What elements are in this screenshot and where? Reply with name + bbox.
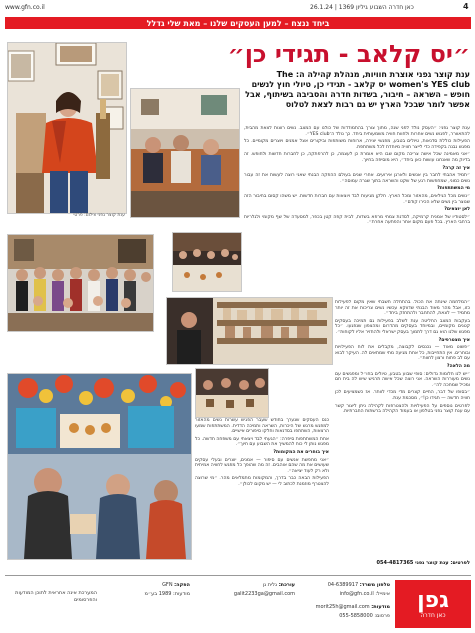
paragraph: הפעילות כוללת סדנאות, טיולים בטבע, מפגשי יצירה, ארוחות משותפות וביקורים אצל אמנים ויוצרים מקומיים. כל מפגש נבנה בקפידה כדי לייצר חוויה מיוחדת לכל משתתפת. xyxy=(244,139,470,150)
article-body-col-2 xyxy=(335,300,470,558)
footer-col-2 xyxy=(195,582,295,597)
subheading: איך מצטרפים? xyxy=(438,337,470,343)
footer-value: 04-6389917 xyxy=(327,582,359,588)
paragraph: ״המלחמה שינתה את הכול. בהתחלה חשבתי שאין מקום לפעילות כזו, אבל מהר מאוד הבנתי שדווקא עכשיו נשים צריכות את זה יותר מתמיד — לצאת, להתחבר ולהתחזק ביחד״. xyxy=(335,300,470,317)
paragraph: הפעילות הבאה כבר בדרך, והמקומות מתמלאים מהר. ״מי שרוצה להצטרף מוזמנת לכתוב לי — יש מקום לכולן״. xyxy=(195,476,329,487)
footer-logo xyxy=(395,580,471,628)
footer-label: טלפון משרד: xyxy=(359,582,390,588)
paragraph: אחת המשתתפות סיפרה: ״הגעתי לבד ויצאתי עם משפחה חדשה. כל מפגש נותן לי כוח להמשיך את השבוע עם חיוך״. xyxy=(195,436,329,448)
subheading: לאן יוצאים? xyxy=(444,207,470,213)
contact-phone: לפרטים: ענת קוצר גפני 054-4817365 xyxy=(376,560,470,566)
footer-value[interactable]: morit25h@gmail.com xyxy=(315,604,370,610)
paragraph: לפרטים נוספים על הפעילויות ולהצטרפות לקהילה ניתן ליצור קשר עם ענת קוצר גפני בטלפון או בעמוד הקהילה ברשתות החברתיות. xyxy=(335,403,470,415)
photo-group xyxy=(7,234,154,332)
article-body-col-3 xyxy=(195,418,329,558)
footer-col-1 xyxy=(300,582,390,597)
footer-value: GFN xyxy=(162,582,173,588)
paragraph: ״יש לנו חלומות גדולים: סופי שבוע בטבע, טיולים בחו״ל ומפגשים עם נשים מעוררות השראה. אני רוצה שכל אישה תרגיש שיש לה בית חם ומכיל שמחכה לה״. xyxy=(335,371,470,388)
website-url[interactable]: www.gfn.co.il xyxy=(5,4,45,11)
subheading: מה הלאה? xyxy=(446,363,470,369)
subheading: איך זה קרה? xyxy=(442,165,470,171)
footer-col-4 xyxy=(300,604,390,619)
article-title: ״יס קלאב - תגידי כן״ xyxy=(227,40,470,68)
paragraph: כנס העסקים שנערך בחודש שעבר הפגיש עשרות נשים מהאזור למפגש מרגש של היכרות, השראה ותמיכה הדדית. המשתתפות שמעו הרצאות, השתתפו בסדנאות וחלקו סיפורים אישיים. xyxy=(195,418,329,435)
page-number: 4 xyxy=(463,2,469,11)
footer-extra: פרסום: 055-5858000 xyxy=(339,613,390,619)
paragraph: ״אני מחפשת אנשים עם סיפור — אמנים, יוצרים ובעלי עסקים שעושים את מה שהם אוהבים. זה מה שהופך כל מפגש לחוויה אמיתית ולא רק לעוד יציאה״. xyxy=(195,457,329,474)
subheading: מי המשתתפות? xyxy=(437,186,470,192)
footer-label: הפקה: xyxy=(174,582,190,588)
subheading: איך בוחרים את המקומות? xyxy=(273,449,329,455)
photo-market xyxy=(7,373,192,560)
paragraph: ״נשים מכל הגילאים, מהאזור ומכל הארץ. חלקן מגיעות לבד ויוצאות עם חברות חדשות. יש משהו קסום בחיבור הזה שנוצר בין נשים שלא הכירו קודם״. xyxy=(244,193,470,205)
footer-value: גלית גן xyxy=(262,582,278,588)
paragraph: ״אני מאמינה שכל אישה צריכה מקום שבו היא אומרת כן לעצמה, כן להרפתקה, כן לחברות חדשות ולחופש. זה בדיוק מה שאנחנו עושות כאן ביחד״, היא מוסיפה בחיוך. xyxy=(244,152,470,163)
logo-text: גפן xyxy=(417,587,449,613)
footer-extra[interactable]: galit2233ga@gmail.com xyxy=(233,591,295,597)
section-banner: ביחד ננצח – למען העסקים שלנו – מאת שלי גדלל xyxy=(5,17,471,29)
paragraph: בעקבות המצב החליטה ענת לשלב בפעילות גם תמיכה בעסקים קטנים מקומיים, ובמיוחד בעסקים מהדרום ומהצפון שנפגעו. ״כל מפגש שלנו הוא גם דרך לתמוך בעסק ישראלי ולהחזיר אליו לקוחות״. xyxy=(335,318,470,335)
issue-info: כאן חדרה השבוע גיליון 1369 | 26.1.24 xyxy=(310,4,414,11)
photo-dinner xyxy=(172,232,242,292)
photo-portrait xyxy=(7,42,127,214)
article-body-col-1 xyxy=(244,126,470,292)
footer-divider xyxy=(5,575,471,576)
photo-craft-group xyxy=(195,368,269,418)
footer-col-3 xyxy=(100,582,190,597)
footer-label: מודעות: xyxy=(371,604,390,610)
paragraph: ענת קוצר גפני: ״העסק נולד לפני שנה, מתוך צורך בהתמודדות של כולנו עם המצב. נשים רוצות לצאת מהבית, להתאוורר, לפגוש נשים אחרות ולחוות חוויה משמעותית ביחד. כך נולד ה־YES club״. xyxy=(244,126,470,137)
photo-caption: ענת קוצר גפני צילום: פרטי xyxy=(73,213,125,218)
paragraph: ״בסופו של דבר, החיים קצרים מדי מכדי לוותר. אז כשמציעים לכן חוויה חדשה — תגידו כן!״, מסכמת ענת. xyxy=(335,390,470,401)
footer-label: עורכת: xyxy=(278,582,295,588)
logo-subtext: כאן חדרה xyxy=(420,611,446,619)
footer-extra: מודעות: 1989 בע״מ xyxy=(144,591,190,597)
footer-disclaimer: המערכת אינה אחראית לתוכן המודעות והפרסומים xyxy=(15,590,97,603)
footer-extra[interactable]: אימייל: info@gfn.co.il xyxy=(339,591,390,597)
photo-ceramics xyxy=(166,297,333,365)
article-subtitle: ענת קוצר גפני אוצרת חוויות, מנהלת קהילה ה: The women's YES club יס קלאב - תגידי כן, טיולי חוץ לנשים חופש – השראה – חיבור, בשדות חדרה והסביבה בשיתוף, אבל אפשר לומר שבכל הארץ יש גם רבות לצאת לטלוס xyxy=(245,70,470,109)
paragraph: ״תמיד אהבתי לחבר בין אנשים ולארגן אירועים. אחרי שנים בעולם ההפקה הבנתי שאני רוצה לעשות את זה עבור נשים כמוני, שמחפשות רגע של שקט והשראה בתוך שגרה עמוסה״. xyxy=(244,173,470,184)
paragraph: ״לסטודיו של אמנית קרמיקה, לסדנת צמחי מרפא בשדות, לבית קפה קטן בכפר, למסעדה של שף מקומי ולגלריות ברחבי הארץ. בכל פעם מקום אחר והפתעה אחרת״. xyxy=(244,214,470,226)
paragraph: ״פשוט מאוד — נכנסים לקבוצה, מקבלים את לוח הפעילויות ובוחרים. אין התחייבות, כל אחת מגיעה מתי שמתאים לה. העיקר לבוא עם לב פתוח ורצון לחוות״. xyxy=(335,345,470,362)
photo-sofa-group xyxy=(130,88,240,218)
